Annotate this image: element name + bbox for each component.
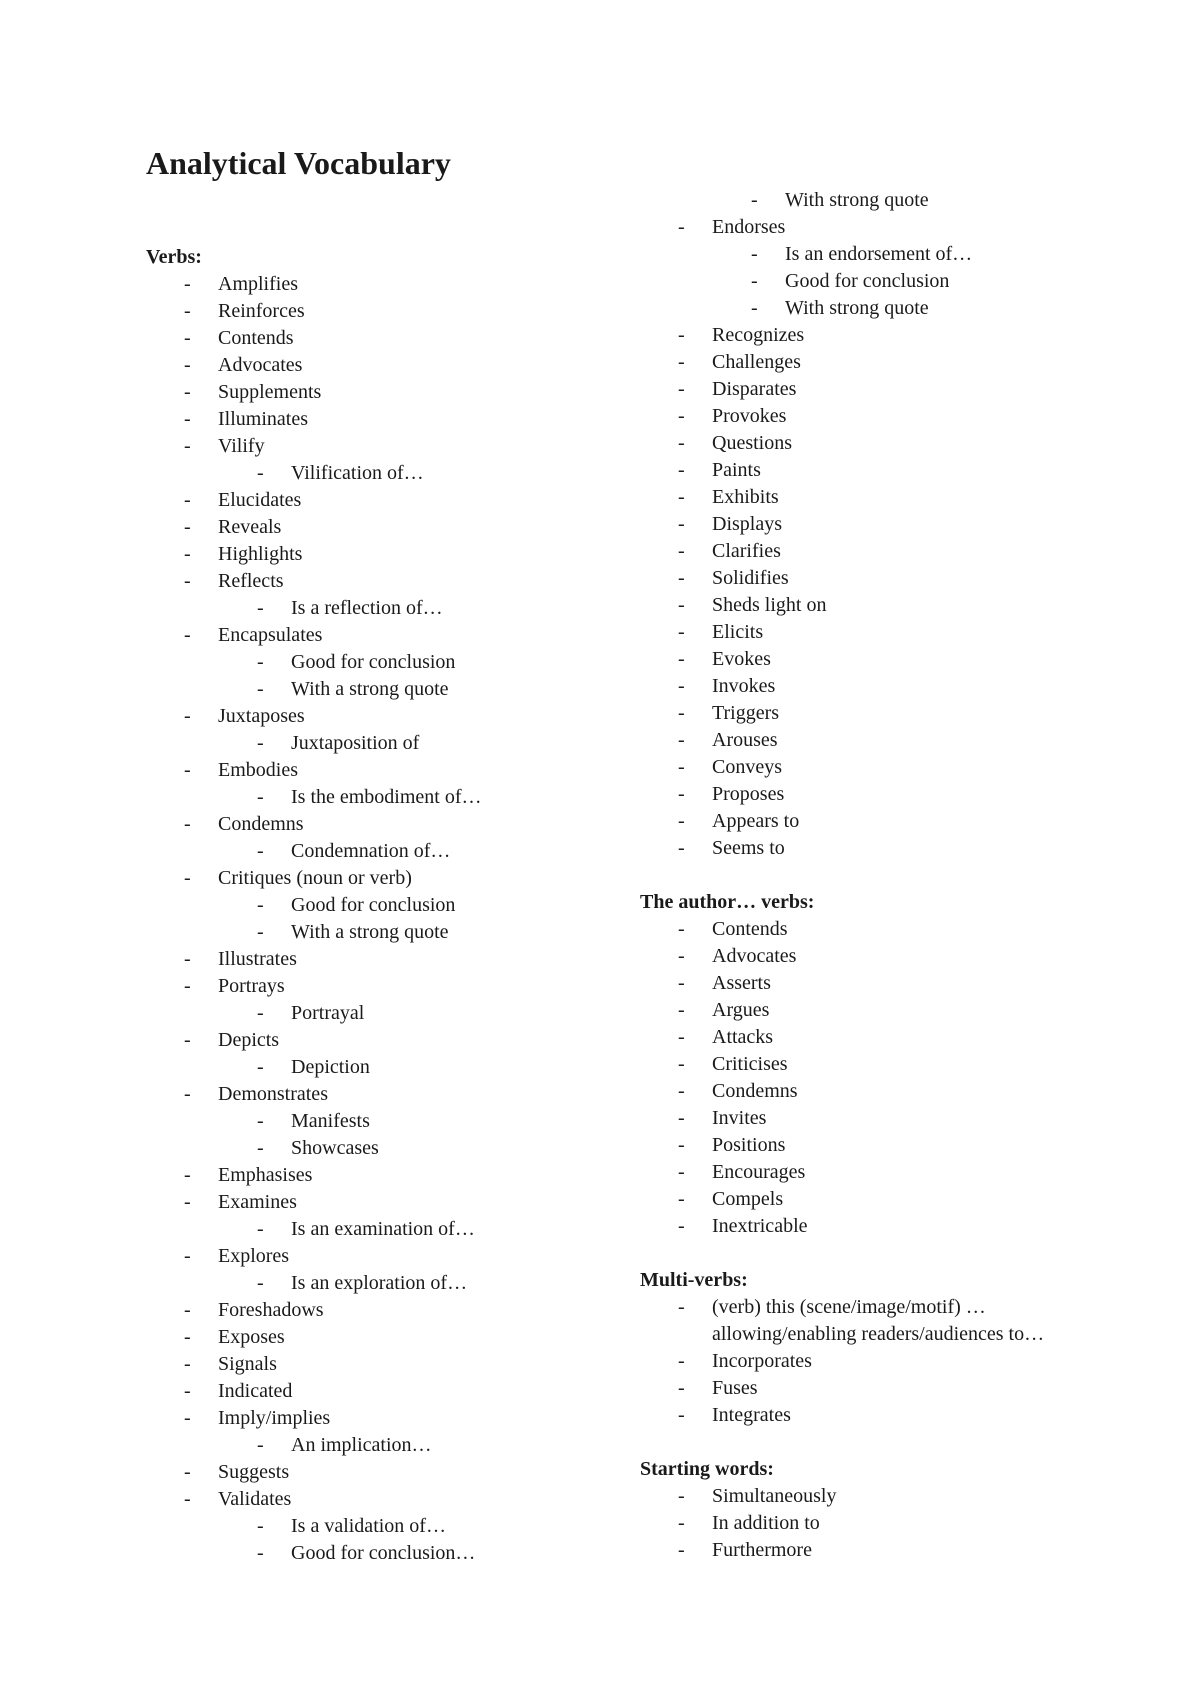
list-item (146, 1459, 626, 1486)
list-item-continuation (640, 1321, 1160, 1348)
bullet-dash: - (257, 1542, 264, 1564)
list-item-label: Simultaneously (712, 1485, 837, 1507)
list-item-label: Vilify (218, 435, 265, 457)
list-item-label: Reflects (218, 570, 284, 592)
list-item (640, 457, 1160, 484)
sub-list-item (146, 595, 626, 622)
sub-list-item (640, 187, 1160, 214)
list-item (640, 1294, 1160, 1321)
list-item-label: Suggests (218, 1461, 290, 1483)
sub-list-item (146, 1216, 626, 1243)
list-item-label: Elicits (712, 621, 764, 643)
bullet-dash: - (184, 1407, 191, 1429)
list-item-label: Contends (218, 327, 294, 349)
sub-list-item-label: Is the embodiment of… (291, 786, 482, 808)
list-item (146, 487, 626, 514)
list-item (146, 1027, 626, 1054)
left-column (146, 244, 626, 1567)
list-item (640, 997, 1160, 1024)
bullet-dash: - (678, 1215, 685, 1237)
list-item (146, 379, 626, 406)
section-heading: Starting words: (640, 1458, 774, 1480)
list-item (640, 619, 1160, 646)
list-item-label: Exhibits (712, 486, 779, 508)
list-item (146, 406, 626, 433)
list-item (640, 916, 1160, 943)
bullet-dash: - (184, 1461, 191, 1483)
list-item (640, 754, 1160, 781)
list-item (640, 1213, 1160, 1240)
bullet-dash: - (678, 972, 685, 994)
page-title: Analytical Vocabulary (146, 145, 451, 181)
bullet-dash: - (678, 1512, 685, 1534)
list-item (640, 1051, 1160, 1078)
sub-list-item-label: Is a reflection of… (291, 597, 443, 619)
sub-list-item-label: Depiction (291, 1056, 370, 1078)
bullet-dash: - (184, 1380, 191, 1402)
list-item-label: Attacks (712, 1026, 774, 1048)
list-item (146, 514, 626, 541)
list-item-label: Compels (712, 1188, 784, 1210)
sub-list-item-label: Portrayal (291, 1002, 365, 1024)
list-item-label: Invites (712, 1107, 767, 1129)
list-item (640, 1348, 1160, 1375)
bullet-dash: - (257, 732, 264, 754)
bullet-dash: - (678, 324, 685, 346)
list-item-label: Amplifies (218, 273, 298, 295)
bullet-dash: - (257, 1056, 264, 1078)
list-item-continuation-label: allowing/enabling readers/audiences to… (712, 1323, 1045, 1345)
list-item (146, 352, 626, 379)
bullet-dash: - (678, 459, 685, 481)
list-item-label: Evokes (712, 648, 771, 670)
bullet-dash: - (184, 813, 191, 835)
list-item-label: Inextricable (712, 1215, 808, 1237)
bullet-dash: - (184, 1488, 191, 1510)
bullet-dash: - (184, 300, 191, 322)
bullet-dash: - (678, 702, 685, 724)
list-item (640, 1024, 1160, 1051)
bullet-dash: - (184, 705, 191, 727)
list-item-label: Juxtaposes (218, 705, 305, 727)
bullet-dash: - (751, 297, 758, 319)
list-item-label: Depicts (218, 1029, 280, 1051)
bullet-dash: - (184, 516, 191, 538)
list-item (640, 349, 1160, 376)
sub-list-item (640, 241, 1160, 268)
list-item (640, 1483, 1160, 1510)
list-item-label: Condemns (712, 1080, 798, 1102)
bullet-dash: - (678, 648, 685, 670)
list-item-label: Highlights (218, 543, 303, 565)
list-item-label: Appears to (712, 810, 800, 832)
sub-list-item (146, 730, 626, 757)
bullet-dash: - (257, 1434, 264, 1456)
list-item (640, 1159, 1160, 1186)
sub-list-item (146, 784, 626, 811)
list-item-label: Foreshadows (218, 1299, 324, 1321)
list-item (146, 1405, 626, 1432)
list-item-label: Indicated (218, 1380, 293, 1402)
list-item-label: Questions (712, 432, 792, 454)
sub-list-item-label: Is an endorsement of… (785, 243, 973, 265)
list-item-label: Signals (218, 1353, 277, 1375)
list-item-label: Advocates (218, 354, 303, 376)
bullet-dash: - (678, 513, 685, 535)
sub-list-item-label: Showcases (291, 1137, 379, 1159)
list-item-label: Validates (218, 1488, 292, 1510)
list-item-label: Integrates (712, 1404, 791, 1426)
list-item (640, 376, 1160, 403)
sub-list-item (146, 460, 626, 487)
list-item-label: Conveys (712, 756, 782, 778)
list-item-label: Fuses (712, 1377, 758, 1399)
bullet-dash: - (678, 837, 685, 859)
list-item (146, 298, 626, 325)
bullet-dash: - (751, 270, 758, 292)
sub-list-item-label: Is a validation of… (291, 1515, 446, 1537)
bullet-dash: - (184, 624, 191, 646)
sub-list-item (640, 268, 1160, 295)
bullet-dash: - (184, 975, 191, 997)
list-item (640, 943, 1160, 970)
sub-list-item-label: Is an exploration of… (291, 1272, 468, 1294)
sub-list-item (146, 838, 626, 865)
sub-list-item (146, 1270, 626, 1297)
list-item-label: Exposes (218, 1326, 285, 1348)
list-item (146, 1081, 626, 1108)
bullet-dash: - (678, 486, 685, 508)
list-item-label: Advocates (712, 945, 797, 967)
list-item (640, 511, 1160, 538)
bullet-dash: - (257, 462, 264, 484)
list-item (640, 430, 1160, 457)
bullet-dash: - (678, 432, 685, 454)
section-gap (640, 1429, 1160, 1456)
bullet-dash: - (184, 1164, 191, 1186)
sub-list-item (146, 1540, 626, 1567)
bullet-dash: - (257, 1515, 264, 1537)
sub-list-item-label: With strong quote (785, 297, 929, 319)
list-item-label: Paints (712, 459, 761, 481)
sub-list-item-label: Manifests (291, 1110, 370, 1132)
bullet-dash: - (678, 675, 685, 697)
list-item (146, 1324, 626, 1351)
list-item (146, 1351, 626, 1378)
list-item (146, 568, 626, 595)
right-column (640, 187, 1160, 1564)
bullet-dash: - (257, 1218, 264, 1240)
sub-list-item-label: An implication… (291, 1434, 432, 1456)
bullet-dash: - (678, 756, 685, 778)
bullet-dash: - (751, 189, 758, 211)
list-item-label: Encourages (712, 1161, 806, 1183)
sub-list-item (146, 1108, 626, 1135)
list-item-label: Clarifies (712, 540, 781, 562)
list-item-label: Illustrates (218, 948, 297, 970)
sub-list-item (146, 1513, 626, 1540)
list-item (640, 592, 1160, 619)
list-item-label: Positions (712, 1134, 786, 1156)
list-item (146, 325, 626, 352)
list-item (146, 1162, 626, 1189)
list-item (146, 541, 626, 568)
list-item-label: Contends (712, 918, 788, 940)
bullet-dash: - (257, 840, 264, 862)
list-item-label: Furthermore (712, 1539, 812, 1561)
bullet-dash: - (678, 810, 685, 832)
sub-list-item (146, 1054, 626, 1081)
bullet-dash: - (678, 783, 685, 805)
bullet-dash: - (678, 1296, 685, 1318)
bullet-dash: - (678, 1134, 685, 1156)
bullet-dash: - (257, 651, 264, 673)
list-item-label: Solidifies (712, 567, 789, 589)
list-item (640, 1105, 1160, 1132)
sub-list-item-label: With a strong quote (291, 678, 449, 700)
bullet-dash: - (257, 1272, 264, 1294)
list-item (640, 970, 1160, 997)
sub-list-item (146, 1000, 626, 1027)
bullet-dash: - (184, 1326, 191, 1348)
bullet-dash: - (678, 378, 685, 400)
list-item-label: Illuminates (218, 408, 308, 430)
bullet-dash: - (184, 273, 191, 295)
bullet-dash: - (184, 759, 191, 781)
bullet-dash: - (678, 594, 685, 616)
bullet-dash: - (184, 327, 191, 349)
list-item (640, 484, 1160, 511)
list-item (146, 433, 626, 460)
list-item (146, 973, 626, 1000)
list-item (640, 700, 1160, 727)
list-item-label: Examines (218, 1191, 297, 1213)
list-item (640, 1537, 1160, 1564)
list-item-label: Seems to (712, 837, 785, 859)
bullet-dash: - (678, 621, 685, 643)
bullet-dash: - (678, 405, 685, 427)
list-item (146, 1297, 626, 1324)
sub-list-item-label: Condemnation of… (291, 840, 451, 862)
bullet-dash: - (184, 408, 191, 430)
list-item (640, 646, 1160, 673)
bullet-dash: - (678, 999, 685, 1021)
section-gap (640, 1240, 1160, 1267)
list-item-label: (verb) this (scene/image/motif) … (712, 1296, 986, 1318)
bullet-dash: - (678, 1107, 685, 1129)
list-item-label: Explores (218, 1245, 290, 1267)
bullet-dash: - (678, 1350, 685, 1372)
list-item-label: In addition to (712, 1512, 820, 1534)
bullet-dash: - (678, 1539, 685, 1561)
bullet-dash: - (678, 1053, 685, 1075)
list-item-label: Challenges (712, 351, 801, 373)
list-item-label: Criticises (712, 1053, 788, 1075)
bullet-dash: - (678, 918, 685, 940)
bullet-dash: - (184, 435, 191, 457)
bullet-dash: - (257, 1137, 264, 1159)
sub-list-item (146, 919, 626, 946)
list-item-label: Endorses (712, 216, 786, 238)
bullet-dash: - (257, 597, 264, 619)
list-item-label: Sheds light on (712, 594, 827, 616)
bullet-dash: - (678, 540, 685, 562)
list-item (640, 808, 1160, 835)
section-heading: The author… verbs: (640, 891, 815, 913)
list-item (640, 1510, 1160, 1537)
section-heading-verbs: Verbs: (146, 246, 202, 268)
sub-list-item-label: Is an examination of… (291, 1218, 475, 1240)
list-item (146, 811, 626, 838)
bullet-dash: - (184, 1353, 191, 1375)
bullet-dash: - (184, 381, 191, 403)
bullet-dash: - (184, 1245, 191, 1267)
list-item (640, 1186, 1160, 1213)
bullet-dash: - (678, 945, 685, 967)
bullet-dash: - (678, 1080, 685, 1102)
list-item-label: Encapsulates (218, 624, 323, 646)
sub-list-item-label: Good for conclusion (785, 270, 950, 292)
list-item-label: Triggers (712, 702, 780, 724)
bullet-dash: - (184, 1191, 191, 1213)
list-item-label: Recognizes (712, 324, 805, 346)
bullet-dash: - (678, 1377, 685, 1399)
bullet-dash: - (678, 567, 685, 589)
list-item-label: Provokes (712, 405, 787, 427)
list-item (640, 727, 1160, 754)
bullet-dash: - (257, 678, 264, 700)
list-item-label: Incorporates (712, 1350, 812, 1372)
list-item (640, 1375, 1160, 1402)
list-item (640, 673, 1160, 700)
bullet-dash: - (678, 216, 685, 238)
bullet-dash: - (184, 948, 191, 970)
list-item (146, 1486, 626, 1513)
list-item-label: Reveals (218, 516, 282, 538)
sub-list-item-label: Good for conclusion… (291, 1542, 476, 1564)
sub-list-item (146, 1432, 626, 1459)
list-item (640, 214, 1160, 241)
list-item (146, 1378, 626, 1405)
bullet-dash: - (257, 786, 264, 808)
list-item-label: Critiques (noun or verb) (218, 867, 412, 889)
list-item-label: Asserts (712, 972, 771, 994)
bullet-dash: - (184, 1083, 191, 1105)
sub-list-item (146, 892, 626, 919)
list-item-label: Invokes (712, 675, 776, 697)
list-item (640, 538, 1160, 565)
list-item (146, 1189, 626, 1216)
list-item-label: Reinforces (218, 300, 305, 322)
bullet-dash: - (184, 543, 191, 565)
list-item (640, 1078, 1160, 1105)
list-item (146, 271, 626, 298)
list-item (640, 322, 1160, 349)
section-heading: Multi-verbs: (640, 1269, 748, 1291)
list-item-label: Arouses (712, 729, 778, 751)
section-gap (640, 862, 1160, 889)
sub-list-item-label: With a strong quote (291, 921, 449, 943)
bullet-dash: - (751, 243, 758, 265)
sub-list-item (146, 676, 626, 703)
bullet-dash: - (184, 1299, 191, 1321)
list-item (640, 781, 1160, 808)
bullet-dash: - (678, 1188, 685, 1210)
bullet-dash: - (678, 351, 685, 373)
list-item-label: Supplements (218, 381, 322, 403)
bullet-dash: - (184, 1029, 191, 1051)
list-item (640, 1402, 1160, 1429)
list-item (640, 1132, 1160, 1159)
bullet-dash: - (184, 867, 191, 889)
bullet-dash: - (257, 894, 264, 916)
list-item (146, 865, 626, 892)
list-item-label: Embodies (218, 759, 298, 781)
sub-list-item (640, 295, 1160, 322)
list-item (146, 946, 626, 973)
list-item-label: Demonstrates (218, 1083, 328, 1105)
sub-list-item (146, 1135, 626, 1162)
list-item (146, 757, 626, 784)
bullet-dash: - (184, 489, 191, 511)
list-item-label: Emphasises (218, 1164, 313, 1186)
sub-list-item-label: Good for conclusion (291, 651, 456, 673)
list-item-label: Portrays (218, 975, 285, 997)
bullet-dash: - (257, 1002, 264, 1024)
bullet-dash: - (257, 921, 264, 943)
bullet-dash: - (678, 1485, 685, 1507)
bullet-dash: - (184, 354, 191, 376)
list-item (640, 565, 1160, 592)
sub-list-item-label: Vilification of… (291, 462, 424, 484)
list-item-label: Imply/implies (218, 1407, 331, 1429)
bullet-dash: - (678, 1026, 685, 1048)
list-item (146, 703, 626, 730)
bullet-dash: - (678, 729, 685, 751)
list-item (146, 622, 626, 649)
sub-list-item-label: Juxtaposition of (291, 732, 420, 754)
bullet-dash: - (184, 570, 191, 592)
sub-list-item-label: With strong quote (785, 189, 929, 211)
list-item (146, 1243, 626, 1270)
list-item-label: Condemns (218, 813, 304, 835)
list-item (640, 403, 1160, 430)
bullet-dash: - (678, 1161, 685, 1183)
list-item-label: Proposes (712, 783, 785, 805)
sub-list-item (146, 649, 626, 676)
bullet-dash: - (257, 1110, 264, 1132)
list-item (640, 835, 1160, 862)
bullet-dash: - (678, 1404, 685, 1426)
list-item-label: Elucidates (218, 489, 302, 511)
list-item-label: Disparates (712, 378, 797, 400)
sub-list-item-label: Good for conclusion (291, 894, 456, 916)
list-item-label: Argues (712, 999, 770, 1021)
list-item-label: Displays (712, 513, 782, 535)
